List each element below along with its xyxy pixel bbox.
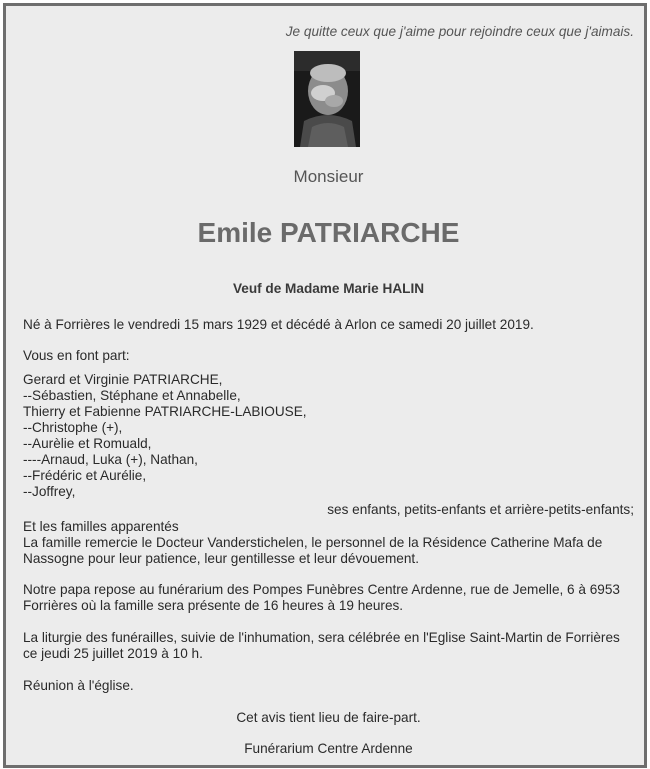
deceased-name: Emile PATRIARCHE <box>197 217 460 248</box>
rest-line: Notre papa repose au funérarium des Pompes Funèbres Centre Ardenne, rue de Jemelle, 6 à 6953 <box>23 582 620 597</box>
rest-paragraph <box>23 582 634 614</box>
family-member: --Aurèlie et Romuald, <box>23 436 152 451</box>
liturgy-line: ce jeudi 25 juillet 2019 à 10 h. <box>23 646 203 661</box>
liturgy-paragraph <box>23 630 634 662</box>
liturgy-line: La liturgie des funérailles, suivie de l'inhumation, sera célébrée en l'Eglise Saint-Martin de Forrières <box>23 630 620 645</box>
funeral-home: Funérarium Centre Ardenne <box>244 741 413 756</box>
family-member: --Frédéric et Aurélie, <box>23 468 147 483</box>
thanks-line: La famille remercie le Docteur Vanderstichelen, le personnel de la Résidence Catherine Mafa de <box>23 535 603 550</box>
family-list <box>23 372 634 500</box>
related-families: Et les familles apparentés <box>23 519 179 534</box>
rest-line: Forrières où la famille sera présente de 16 heures à 19 heures. <box>23 598 404 613</box>
obituary-frame <box>3 3 647 768</box>
meeting-line: Réunion à l'église. <box>23 678 134 693</box>
family-role: ses enfants, petits-enfants et arrière-petits-enfants; <box>327 502 634 517</box>
family-member: ----Arnaud, Luka (+), Nathan, <box>23 452 198 467</box>
birth-death-line: Né à Forrières le vendredi 15 mars 1929 et décédé à Arlon ce samedi 20 juillet 2019. <box>23 317 534 332</box>
thanks-line: Nassogne pour leur patience, leur gentillesse et leur dévouement. <box>23 551 419 566</box>
family-member: Thierry et Fabienne PATRIARCHE-LABIOUSE, <box>23 404 307 419</box>
family-member: --Christophe (+), <box>23 420 123 435</box>
honorific: Monsieur <box>293 167 364 186</box>
deceased-photo <box>294 51 360 147</box>
motto-quote: Je quitte ceux que j'aime pour rejoindre ceux que j'aimais. <box>285 24 634 39</box>
family-member: Gerard et Virginie PATRIARCHE, <box>23 372 223 387</box>
notice-line: Cet avis tient lieu de faire-part. <box>236 710 421 725</box>
widow-of: Veuf de Madame Marie HALIN <box>232 281 425 296</box>
thanks-paragraph <box>23 535 634 567</box>
announcement-line: Vous en font part: <box>23 348 130 363</box>
family-member: --Joffrey, <box>23 484 76 499</box>
family-member: --Sébastien, Stéphane et Annabelle, <box>23 388 241 403</box>
